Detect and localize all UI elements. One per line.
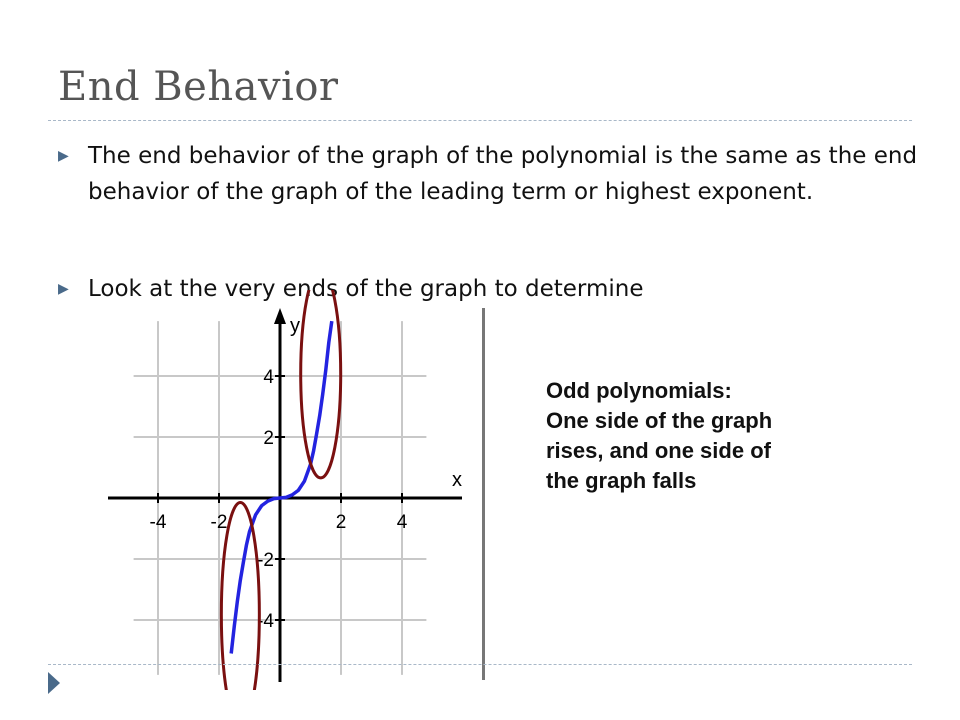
x-tick-label: 2 (335, 512, 347, 533)
bullet-triangle-icon: ▶ (58, 148, 69, 164)
polynomial-graph (80, 290, 480, 690)
slide-title: End Behavior (58, 64, 339, 110)
footer-divider (48, 664, 912, 665)
note-line-4: the graph falls (546, 468, 697, 493)
x-axis-label: x (452, 469, 462, 491)
y-axis-label: y (290, 315, 300, 337)
y-axis-arrow-icon (274, 308, 286, 324)
x-tick-label: -2 (210, 512, 228, 533)
left-end-highlight (221, 503, 259, 690)
x-tick-label: 4 (396, 512, 408, 533)
note-line-3: rises, and one side of (546, 438, 771, 463)
bullet-triangle-icon: ▶ (58, 281, 69, 297)
y-tick-label: -4 (257, 611, 274, 632)
right-end-highlight (301, 290, 341, 478)
vertical-divider (482, 308, 485, 680)
x-tick-label: -4 (149, 512, 167, 533)
note-line-2: One side of the graph (546, 408, 773, 433)
note-line-1: Odd polynomials: (546, 378, 732, 403)
bullet-text-1: The end behavior of the graph of the polynomial is the same as the end behavior of the graph of the leading term or highest exponent. (88, 143, 918, 205)
bullet-text-2: Look at the very ends of the graph to determine (88, 276, 644, 302)
title-divider (48, 120, 912, 121)
axes (108, 308, 462, 682)
y-tick-label: -2 (257, 550, 274, 571)
odd-polynomial-note (546, 376, 926, 496)
bullet-point-1 (58, 138, 918, 210)
y-tick-label: 4 (263, 367, 274, 388)
y-tick-label: 2 (263, 428, 274, 449)
slide-marker-icon (48, 672, 62, 694)
